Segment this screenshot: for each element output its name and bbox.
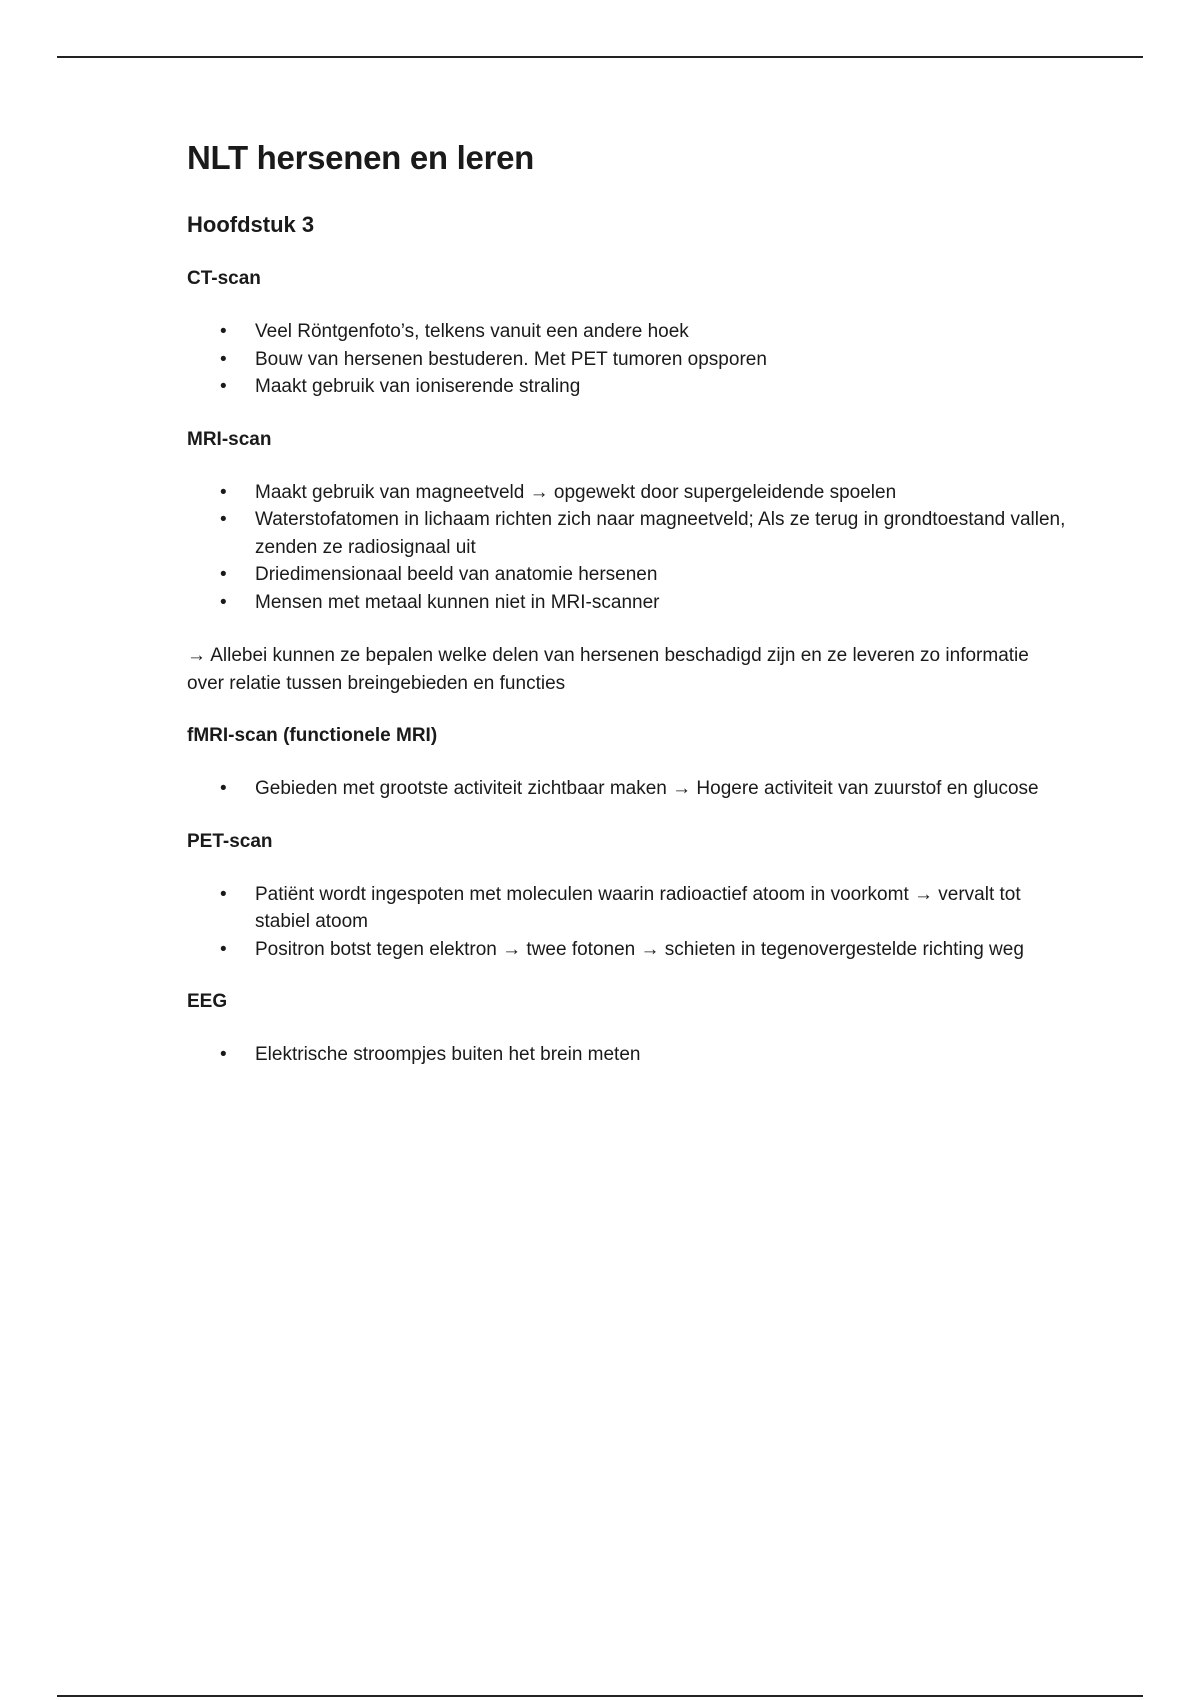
bullet-icon: • [220,348,227,370]
bullet-icon: • [220,564,227,585]
section-heading: CT-scan [187,268,261,289]
list-item [187,506,1067,561]
list-item-text: Bouw van hersenen bestuderen. Met PET tumoren opsporen [255,348,767,370]
list-item-text: Waterstofatomen in lichaam richten zich naar magneetveld; Als ze terug in grondtoestand vallen, zenden ze radiosignaal uit [255,509,1066,558]
bullet-icon: • [220,938,227,960]
bullet-icon: • [220,376,227,397]
bullet-list [187,775,1067,803]
document-title: NLT hersenen en leren [187,139,535,176]
bullet-icon: • [220,883,227,905]
bullet-icon: • [220,591,227,613]
list-item-text: Maakt gebruik van ioniserende straling [255,376,581,397]
list-item [187,936,1067,964]
section-eeg [187,989,1067,1069]
footer-rule [57,1695,1143,1697]
list-item [187,775,1067,803]
header-rule [57,56,1143,58]
section-ct-scan [187,266,1067,401]
list-item [187,1041,1067,1069]
list-item-text: Veel Röntgenfoto’s, telkens vanuit een andere hoek [255,321,689,342]
bullet-list [187,881,1067,964]
bullet-list [187,318,1067,401]
list-item [187,589,1067,617]
document-body [187,136,1067,1069]
list-item [187,561,1067,589]
list-item-text: Driedimensionaal beeld van anatomie hersenen [255,564,658,585]
section-mri-scan [187,427,1067,617]
list-item-text: Mensen met metaal kunnen niet in MRI-scanner [255,591,660,613]
list-item-text: Positron botst tegen elektron → twee fotonen → schieten in tegenovergestelde richting weg [255,938,1024,960]
list-item-text: Elektrische stroompjes buiten het brein meten [255,1044,641,1065]
bullet-icon: • [220,778,227,799]
bullet-icon: • [220,481,227,503]
list-item-text: Maakt gebruik van magneetveld → opgewekt door supergeleidende spoelen [255,481,897,503]
list-item [187,881,1067,936]
list-item [187,373,1067,401]
section-pet-scan [187,829,1067,964]
section-heading: MRI-scan [187,428,272,450]
section-heading: EEG [187,991,228,1012]
bullet-icon: • [220,321,227,342]
bullet-list [187,1041,1067,1069]
list-item [187,479,1067,507]
list-item-text: Gebieden met grootste activiteit zichtbaar maken → Hogere activiteit van zuurstof en glucose [255,778,1039,799]
list-item-text: Patiënt wordt ingespoten met moleculen waarin radioactief atoom in voorkomt → vervalt tot stabiel atoom [255,883,1021,932]
chapter-heading: Hoofdstuk 3 [187,212,315,237]
summary-paragraph: → Allebei kunnen ze bepalen welke delen van hersenen beschadigd zijn en ze leveren zo informatie over relatie tussen breingebieden en functies [187,645,1029,694]
section-fmri-scan [187,723,1067,803]
list-item [187,318,1067,346]
list-item [187,346,1067,374]
bullet-icon: • [220,509,227,530]
section-heading: fMRI-scan (functionele MRI) [187,725,438,746]
bullet-icon: • [220,1044,227,1065]
section-heading: PET-scan [187,830,273,852]
bullet-list [187,479,1067,617]
